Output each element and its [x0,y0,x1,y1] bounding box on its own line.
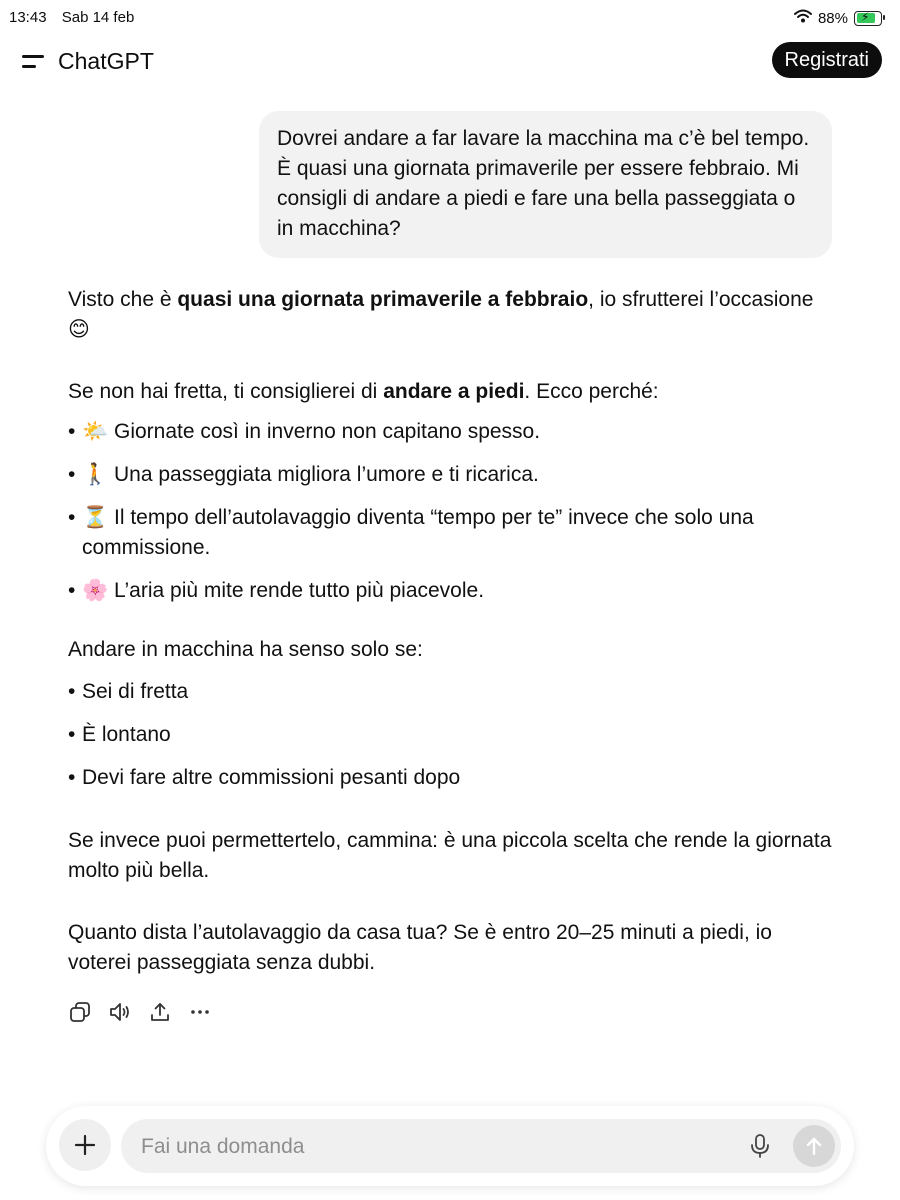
speaker-icon[interactable] [108,1000,132,1024]
reasons-list [68,417,838,606]
list-item: • È lontano [68,720,838,750]
send-arrow-icon[interactable] [793,1125,835,1167]
message-input-container [121,1119,841,1173]
car-reasons-list [68,677,838,793]
user-message: Dovrei andare a far lavare la macchina ma c’è bel tempo. È quasi una giornata primaverile per essere febbraio. Mi consigli di andare a piedi e fare una bella passeggiata o in macchina? [259,111,832,258]
plus-icon[interactable] [59,1119,111,1171]
more-icon[interactable] [188,1000,212,1024]
list-item: • ⏳ Il tempo dell’autolavaggio diventa “tempo per te” invece che solo una commissione. [68,503,838,563]
header [0,36,900,86]
assistant-message [68,285,838,978]
answer-conclusion: Se invece puoi permettertelo, cammina: è una piccola scelta che rende la giornata molto più bella. [68,829,832,882]
charging-bolt-icon: ⚡ [861,9,870,24]
mic-icon[interactable] [747,1133,773,1159]
status-time: 13:43 [9,9,47,26]
composer [46,1106,854,1186]
battery-percent: 88% [817,9,848,27]
status-bar [0,0,900,36]
list-item: • 🌤️ Giornate così in inverno non capitano spesso. [68,417,838,447]
list-item: • 🌸 L’aria più mite rende tutto più piacevole. [68,576,838,606]
app-title: ChatGPT [58,48,154,74]
copy-icon[interactable] [68,1000,92,1024]
list-item: • Devi fare altre commissioni pesanti dopo [68,763,838,793]
wifi-icon [794,9,812,27]
answer-advice: Se non hai fretta, ti consiglierei di andare a piedi. Ecco perché: [68,380,659,403]
list-item: • 🚶 Una passeggiata migliora l’umore e ti ricarica. [68,460,838,490]
message-input[interactable] [139,1119,723,1175]
answer-question: Quanto dista l’autolavaggio da casa tua? Se è entro 20–25 minuti a piedi, io voterei passeggiata senza dubbi. [68,921,772,974]
battery-icon [854,11,882,26]
car-intro: Andare in macchina ha senso solo se: [68,638,423,661]
menu-icon[interactable] [22,52,46,72]
message-actions [68,1000,212,1024]
list-item: • Sei di fretta [68,677,838,707]
signup-button[interactable]: Registrati [772,42,882,78]
answer-intro: Visto che è quasi una giornata primaverile a febbraio, io sfrutterei l’occasione 😊 [68,288,814,341]
share-icon[interactable] [148,1000,172,1024]
status-date: Sab 14 feb [61,9,135,26]
